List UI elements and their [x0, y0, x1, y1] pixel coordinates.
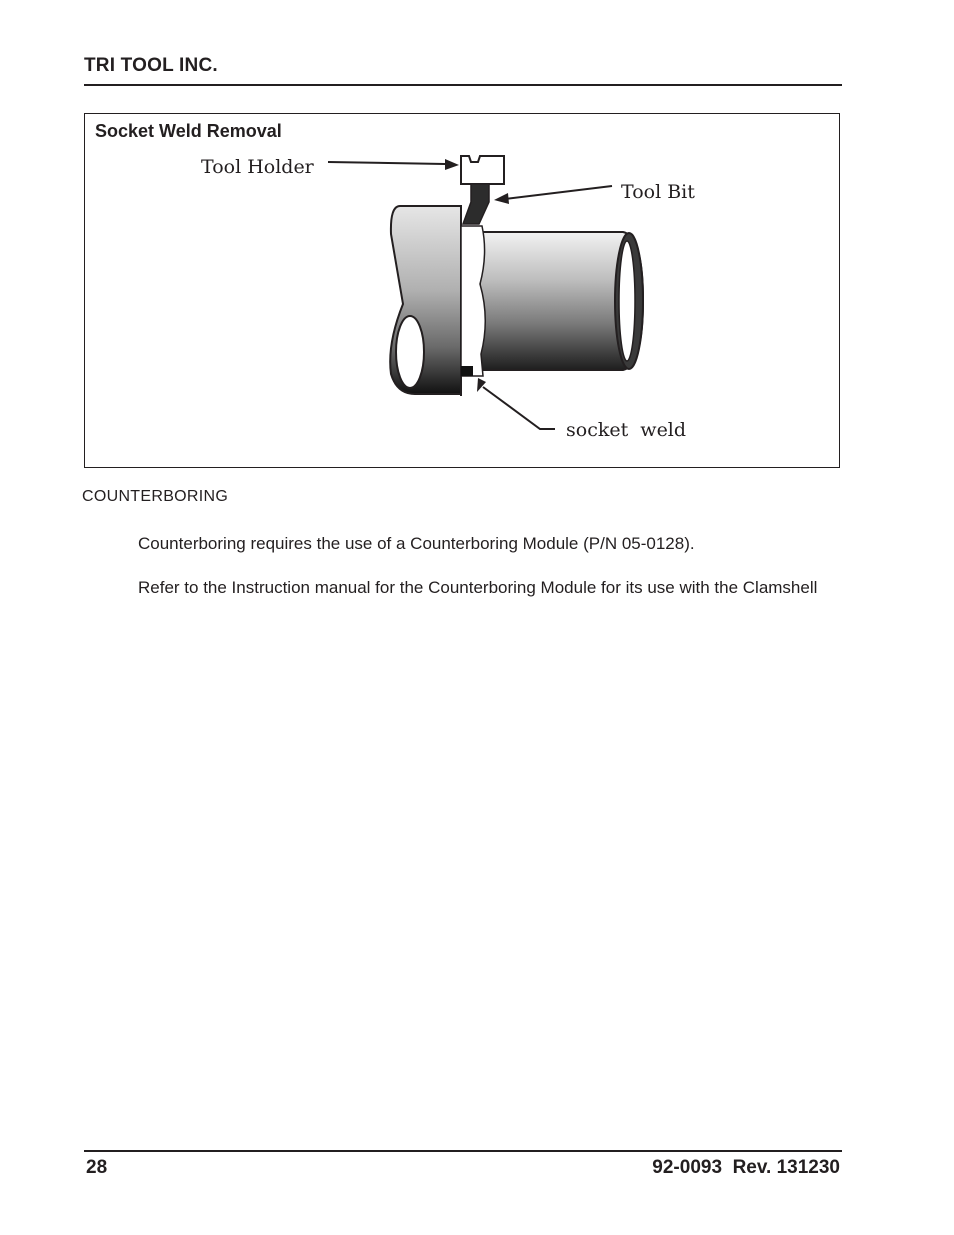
- cut-gap: [461, 226, 485, 376]
- page-number: 28: [86, 1157, 108, 1178]
- section-heading: COUNTERBORING: [82, 488, 229, 505]
- tool-holder: [461, 156, 504, 184]
- callout-tool-holder: Tool Holder: [201, 156, 314, 178]
- callout-tool-bit: Tool Bit: [621, 181, 695, 203]
- callout-socket-weld: socket weld: [566, 419, 687, 441]
- header-company: TRI TOOL INC.: [84, 55, 218, 76]
- paragraph-instruction-reference: Refer to the Instruction manual for the Counterboring Module for its use with the Clamshell: [138, 578, 818, 597]
- header-rule: [84, 84, 842, 86]
- figure-title: Socket Weld Removal: [95, 121, 282, 141]
- paragraph-module-requirement: Counterboring requires the use of a Counterboring Module (P/N 05-0128).: [138, 534, 695, 553]
- clamshell-collar: [390, 206, 461, 396]
- figure-box: [84, 113, 840, 468]
- pipe: [480, 232, 643, 370]
- tool-bit: [463, 184, 489, 224]
- socket-weld-illustration: [85, 114, 839, 467]
- footer-rule: [84, 1150, 842, 1152]
- document-revision: 92-0093 Rev. 131230: [652, 1157, 840, 1178]
- socket-weld-bead: [461, 366, 473, 376]
